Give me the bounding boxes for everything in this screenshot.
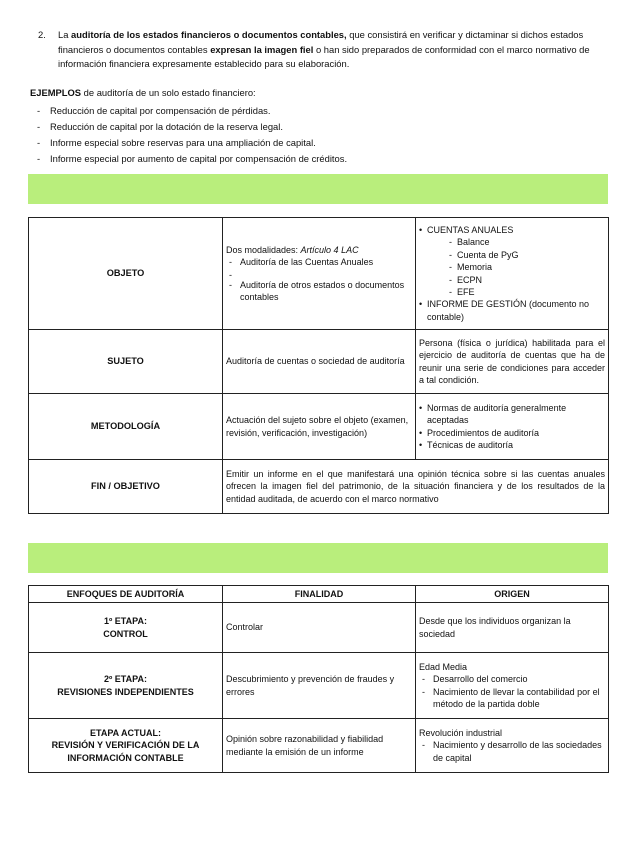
objeto-documents <box>416 218 609 330</box>
paragraph-2 <box>38 28 608 72</box>
objeto-modalities: Dos modalidades: Artículo 4 LAC - Auditoría de las Cuentas Anuales - - Auditoría de otros estados o documentos contables <box>223 218 416 330</box>
table-row <box>29 653 609 719</box>
list-item: - Nacimiento y desarrollo de las sociedades de capital <box>419 739 605 764</box>
metodologia-mid: Actuación del sujeto sobre el objeto (examen, revisión, verificación, investigación) <box>223 394 416 460</box>
examples-section <box>30 86 610 168</box>
stage-3: ETAPA ACTUAL: REVISIÓN Y VERIFICACIÓN DE LA INFORMACIÓN CONTABLE <box>29 719 223 773</box>
stage-2: 2º ETAPA: REVISIONES INDEPENDIENTES <box>29 653 223 719</box>
table-row <box>29 603 609 653</box>
list-item: - Balance <box>449 236 605 248</box>
sujeto-mid: Auditoría de cuentas o sociedad de auditoría <box>223 330 416 394</box>
list-item: - Nacimiento de llevar la contabilidad por el método de la partida doble <box>419 686 605 711</box>
list-item: • CUENTAS ANUALES - Balance - Cuenta de PyG - Memoria - ECPN - EFE <box>419 224 605 298</box>
section-header-bar <box>28 174 608 204</box>
list-item: - Cuenta de PyG <box>449 249 605 261</box>
header-finalidad: FINALIDAD <box>223 586 416 603</box>
row-label-sujeto: SUJETO <box>29 330 223 394</box>
origen-1: Desde que los individuos organizan la sociedad <box>416 603 609 653</box>
row-label-fin: FIN / OBJETIVO <box>29 460 223 514</box>
table-row <box>29 330 609 394</box>
table-row <box>29 218 609 330</box>
list-item: - Auditoría de otros estados o documentos contables <box>226 279 412 304</box>
row-label-metodologia: METODOLOGÍA <box>29 394 223 460</box>
table-header-row <box>29 586 609 603</box>
list-item: • Procedimientos de auditoría <box>419 427 605 439</box>
stage-1: 1º ETAPA: CONTROL <box>29 603 223 653</box>
list-item: - Memoria <box>449 261 605 273</box>
finalidad-1: Controlar <box>223 603 416 653</box>
examples-lead: EJEMPLOS de auditoría de un solo estado financiero: <box>30 87 256 98</box>
list-item: - Reducción de capital por la dotación de la reserva legal. <box>37 120 283 132</box>
list-item: • Normas de auditoría generalmente aceptadas <box>419 402 605 427</box>
row-label-objeto: OBJETO <box>29 218 223 330</box>
list-item: - Auditoría de las Cuentas Anuales <box>226 256 412 268</box>
header-enfoques: ENFOQUES DE AUDITORÍA <box>29 586 223 603</box>
sujeto-right: Persona (física o jurídica) habilitada para el ejercicio de auditoría de cuentas que ha de reunir una serie de condiciones para acceder a tal condición. <box>416 330 609 394</box>
paragraph-body: La auditoría de los estados financieros o documentos contables, que consistirá en verificar y dictaminar si dichos estados financieros o documentos contables expresan la imagen fiel o han sido preparados de conformidad con el marco normativo de información financiera expresamente establecido para su elaboración. <box>58 29 590 69</box>
paragraph-number: 2. <box>38 29 46 40</box>
finalidad-2: Descubrimiento y prevención de fraudes y errores <box>223 653 416 719</box>
examples-list <box>30 104 610 168</box>
audit-elements-table <box>28 217 609 514</box>
list-item: - Reducción de capital por compensación de pérdidas. <box>37 104 271 116</box>
finalidad-3: Opinión sobre razonabilidad y fiabilidad mediante la emisión de un informe <box>223 719 416 773</box>
list-item: • Técnicas de auditoría <box>419 439 605 451</box>
table-row <box>29 394 609 460</box>
origen-2: Edad Media - Desarrollo del comercio - Nacimiento de llevar la contabilidad por el método de la partida doble <box>416 653 609 719</box>
list-item: - Informe especial por aumento de capital por compensación de créditos. <box>37 152 348 164</box>
list-item: • INFORME DE GESTIÓN (documento no contable) <box>419 298 605 323</box>
list-item: - Informe especial sobre reservas para una ampliación de capital. <box>37 136 316 148</box>
list-item: - EFE <box>449 286 605 298</box>
origen-3: Revolución industrial - Nacimiento y desarrollo de las sociedades de capital <box>416 719 609 773</box>
metodologia-right <box>416 394 609 460</box>
header-origen: ORIGEN <box>416 586 609 603</box>
section-header-bar <box>28 543 608 573</box>
audit-approaches-table <box>28 585 609 773</box>
table-row <box>29 460 609 514</box>
table-row <box>29 719 609 773</box>
fin-text: Emitir un informe en el que manifestará una opinión técnica sobre si las cuentas anuales ofrecen la imagen fiel del patrimonio, de la situación financiera y de los resultados de la entidad auditada, de acuerdo con el marco normativo <box>223 460 609 514</box>
list-item: - ECPN <box>449 274 605 286</box>
list-item: - Desarrollo del comercio <box>419 673 605 685</box>
